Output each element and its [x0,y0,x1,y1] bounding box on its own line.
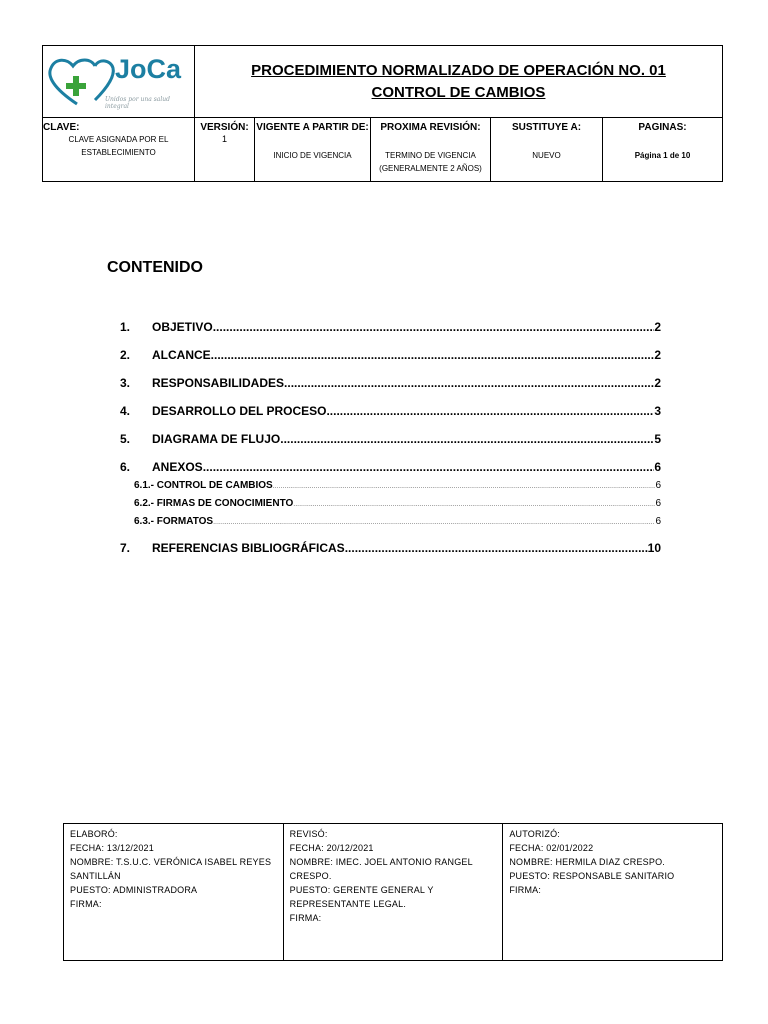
toc-leader [284,376,654,390]
signature-role: AUTORIZÓ: [509,829,560,839]
signature-fecha: FECHA: 02/01/2022 [509,843,594,853]
toc-leader [203,460,655,474]
signature-role: ELABORÓ: [70,829,118,839]
signature-autorizo [503,824,722,960]
toc-item-page: 2 [654,348,661,362]
toc-item-page: 2 [654,320,661,334]
vigente-value: INICIO DE VIGENCIA [273,151,352,160]
toc-subitem-control-cambios[interactable] [134,480,661,491]
toc-item-desarrollo[interactable] [120,404,661,418]
signature-role: REVISÓ: [289,829,328,839]
toc-leader [280,432,654,446]
toc-item-label: REFERENCIAS BIBLIOGRÁFICAS [152,541,345,555]
toc-item-number: 2. [120,348,131,362]
toc-leader [213,519,655,526]
toc-item-page: 5 [654,432,661,446]
version-cell [195,118,255,181]
paginas-label: PAGINAS: [638,122,687,133]
proxima-revision-cell [371,118,491,181]
toc-item-label: ALCANCE [152,348,211,362]
sustituye-label: SUSTITUYE A: [511,122,582,133]
signature-elaboro [64,824,284,960]
toc-leader [273,483,656,490]
toc-item-number: 1. [120,320,131,334]
document-title [195,46,722,118]
sustituye-cell [491,118,603,181]
clave-label: CLAVE: [43,122,80,133]
signature-firma: FIRMA: [70,899,102,909]
toc-item-diagrama[interactable] [120,432,661,446]
toc-item-alcance[interactable] [120,348,661,362]
toc-item-number: 7. [120,541,131,555]
signature-firma: FIRMA: [289,913,322,923]
paginas-value: Página 1 de 10 [634,151,691,160]
version-label: VERSIÓN: [200,122,249,133]
toc-item-number: 5. [120,432,131,446]
signature-reviso [284,824,504,960]
paginas-cell [603,118,722,181]
logo [43,46,195,118]
logo-name: JoCa [115,54,182,84]
sustituye-value: NUEVO [532,151,561,160]
signature-fecha: FECHA: 20/12/2021 [289,843,374,853]
logo-tagline: Unidos por una salud integral [105,96,171,110]
toc-item-label: ANEXOS [152,460,203,474]
toc-item-number: 4. [120,404,131,418]
signature-puesto: PUESTO: ADMINISTRADORA [70,885,198,895]
signature-nombre: NOMBRE: IMEC. JOEL ANTONIO RANGEL CRESPO. [289,857,473,881]
toc-item-number: 3. [120,376,131,390]
toc-leader [326,404,654,418]
toc-item-label: DESARROLLO DEL PROCESO [152,404,327,418]
clave-value: CLAVE ASIGNADA POR EL ESTABLECIMIENTO [68,135,169,157]
header-info-row [43,118,722,181]
toc-item-page: 2 [654,376,661,390]
toc-subitem-formatos[interactable] [134,516,661,527]
proxima-revision-label: PROXIMA REVISIÓN: [380,122,481,133]
toc-leader [211,348,655,362]
signature-fecha: FECHA: 13/12/2021 [70,843,154,853]
toc-subitem-page: 6 [655,498,661,509]
vigente-cell [255,118,371,181]
toc-leader [345,541,648,555]
toc-subitem-page: 6 [655,480,661,491]
toc-leader [293,501,655,508]
signature-puesto: PUESTO: RESPONSABLE SANITARIO [509,871,675,881]
toc-item-page: 10 [647,541,661,555]
toc-subitem-label: 6.2.- FIRMAS DE CONOCIMIENTO [134,498,294,509]
toc-subitem-label: 6.3.- FORMATOS [134,516,214,527]
signature-table [63,823,723,961]
toc-subitem-label: 6.1.- CONTROL DE CAMBIOS [134,480,273,491]
toc-item-label: DIAGRAMA DE FLUJO [152,432,281,446]
toc-item-objetivo[interactable] [120,320,661,334]
signature-firma: FIRMA: [509,885,542,895]
toc-item-page: 6 [654,460,661,474]
toc-item-referencias[interactable] [120,541,661,555]
toc-item-label: RESPONSABILIDADES [152,376,285,390]
toc-title: CONTENIDO [107,259,203,276]
toc-item-number: 6. [120,460,131,474]
signature-nombre: NOMBRE: HERMILA DIAZ CRESPO. [509,857,665,867]
signature-puesto: PUESTO: GERENTE GENERAL Y REPRESENTANTE LEGAL. [289,885,434,909]
toc-subitem-firmas[interactable] [134,498,661,509]
toc-item-page: 3 [654,404,661,418]
title-line-1: PROCEDIMIENTO NORMALIZADO DE OPERACIÓN NO. 01 [251,61,666,79]
signature-nombre: NOMBRE: T.S.U.C. VERÓNICA ISABEL REYES SANTILLÁN [70,857,272,881]
version-value: 1 [221,134,227,144]
clave-cell [43,118,195,181]
title-line-2: CONTROL DE CAMBIOS [371,83,546,101]
vigente-label: VIGENTE A PARTIR DE: [256,122,369,133]
document-header [42,45,723,182]
toc-leader [213,320,655,334]
toc-item-anexos[interactable] [120,460,661,474]
toc-item-label: OBJETIVO [152,320,213,334]
proxima-revision-value: TERMINO DE VIGENCIA (GENERALMENTE 2 AÑOS) [379,151,482,173]
toc-subitem-page: 6 [655,516,661,527]
toc-item-responsabilidades[interactable] [120,376,661,390]
